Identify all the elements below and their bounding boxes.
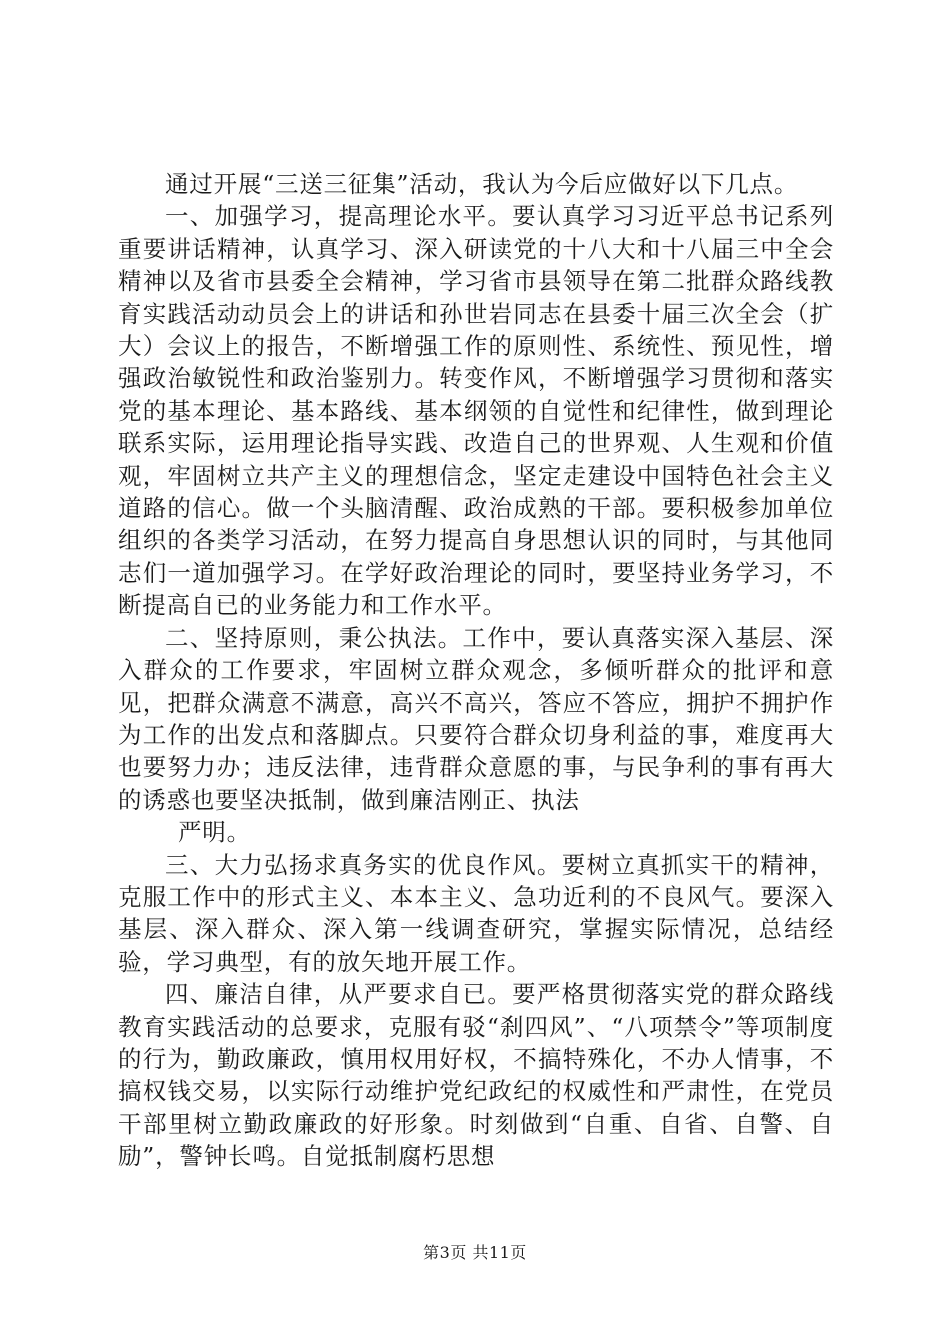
paragraph-intro: 通过开展“三送三征集”活动，我认为今后应做好以下几点。: [165, 170, 799, 198]
document-body: [118, 168, 834, 1173]
paragraph-section-3: 三、大力弘扬求真务实的优良作风。要树立真抓实干的精神，克服工作中的形式主义、本本主义、急功近利的不良风气。要深入基层、深入群众、深入第一线调查研究，掌握实际情况，总结经验，学习典型，有的放矢地开展工作。: [118, 850, 834, 976]
paragraph-section-2-continuation: 严明。: [178, 818, 251, 847]
page-number-footer: 第3页 共11页: [423, 1243, 527, 1262]
paragraph-section-2: 二、坚持原则，秉公执法。工作中，要认真落实深入基层、深入群众的工作要求，牢固树立群众观念，多倾听群众的批评和意见，把群众满意不满意，高兴不高兴，答应不答应，拥护不拥护作为工作的出发点和落脚点。只要符合群众切身利益的事，难度再大也要努力办；违反法律，违背群众意愿的事，与民争利的事有再大的诱惑也要坚决抵制，做到廉洁刚正、执法: [118, 623, 834, 814]
paragraph-section-4: 四、廉洁自律，从严要求自已。要严格贯彻落实党的群众路线教育实践活动的总要求，克服有驳“刹四风”、“八项禁令”等项制度的行为，勤政廉政，慎用权用好权，不搞特殊化，不办人情事，不搞权钱交易，以实际行动维护党纪政纪的权威性和严肃性，在党员干部里树立勤政廉政的好形象。时刻做到“自重、自省、自警、自励”，警钟长鸣。自觉抵制腐朽思想: [118, 980, 834, 1171]
paragraph-section-1: 一、加强学习，提高理论水平。要认真学习习近平总书记系列重要讲话精神，认真学习、深入研读党的十八大和十八届三中全会精神以及省市县委全会精神，学习省市县领导在第二批群众路线教育实践活动动员会上的讲话和孙世岩同志在县委十届三次全会（扩大）会议上的报告，不断增强工作的原则性、系统性、预见性，增强政治敏锐性和政治鉴别力。转变作风，不断增强学习贯彻和落实党的基本理论、基本路线、基本纲领的自觉性和纪律性，做到理论联系实际，运用理论指导实践、改造自己的世界观、人生观和价值观，牢固树立共产主义的理想信念，坚定走建设中国特色社会主义道路的信心。做一个头脑清醒、政治成熟的干部。要积极参加单位组织的各类学习活动，在努力提高自身思想认识的同时，与其他同志们一道加强学习。在学好政治理论的同时，要坚持业务学习，不断提高自已的业务能力和工作水平。: [118, 202, 834, 620]
